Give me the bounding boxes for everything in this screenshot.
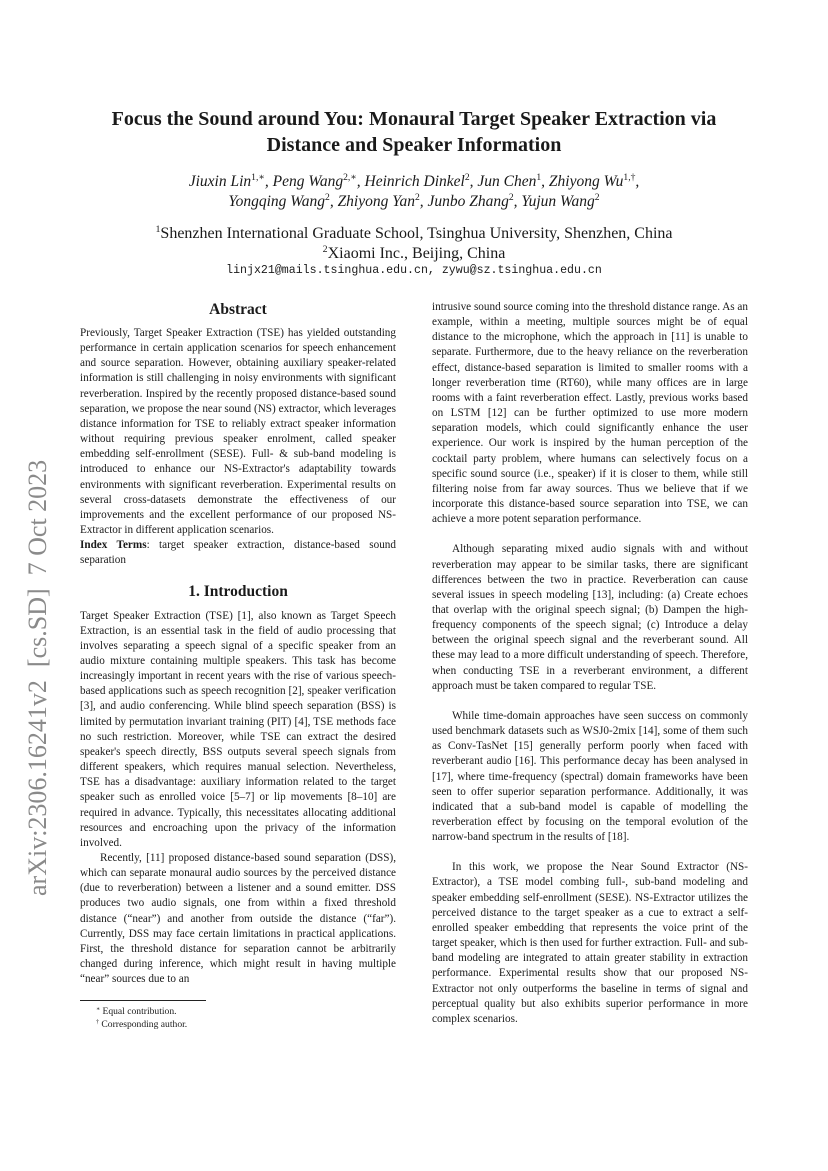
right-column bbox=[432, 300, 748, 1027]
author-line-1 bbox=[80, 172, 748, 192]
author: Zhiyong $Wu^{1,\dagger}$, bbox=[548, 172, 640, 190]
affiliation: $^2$Xiaomi Inc., Beijing, China bbox=[322, 244, 506, 262]
intro-paragraph-2-continued: intrusive sound source coming into the threshold distance range. As an example, within a meeting, multiple sources might be of equal distance to the microphone, which the approach in [11] is unable to separate. Furthermore, due to the heavy reliance on the reverberation effect, distance-based separation is limited to smaller rooms with a longer reverberation time (RT60), while many offices are in large rooms with a faint reverberation effect. Lastly, previous works based on LSTM [12] can be further optimized to use more modern separation models, which could significantly enhance the user experience. Our work is inspired by the human perception of the cocktail party problem, where humans can selectively focus on a specific sound source (i.e., speaker) if it is closer to them, while still filtering noise from far away sources. Thus we believe that if we incorporate this distance-based source separation into TSE, we can achieve a more potent separation performance. bbox=[432, 301, 748, 526]
intro-paragraph-5: In this work, we propose the Near Sound Extractor (NS-Extractor), a TSE model combing full-, sub-band modeling and speaker embedding self-enrollment (SESE). NS-Extractor utilizes the perceived distance to the target speaker as a cue to extract a self-enrolled speaker embedding that represents the voice print of the target speaker, which is then used for further extraction. Full- and sub-band modeling are integrated to attain greater stability in extraction performance. Experimental results show that our proposed NS-Extractor not only outperforms the baseline in terms of signal and perceptual quality but also exhibits superior performance in more complex scenarios. bbox=[432, 861, 748, 1025]
author: Peng Wang$^{2,∗}$, bbox=[272, 172, 365, 190]
author: Zhiyong Yan$^2$, bbox=[337, 192, 428, 210]
index-terms bbox=[80, 538, 396, 568]
paper-title: Focus the Sound around You: Monaural Target Speaker Extraction via Distance and Speaker Information bbox=[111, 108, 717, 156]
author: Jun Chen$^1$, bbox=[477, 172, 549, 190]
index-terms-label: Index Terms bbox=[80, 539, 147, 552]
arxiv-identifier-stamp bbox=[16, 370, 56, 900]
section-heading-introduction: 1. Introduction bbox=[188, 582, 288, 600]
intro-paragraph-2: Recently, [11] proposed distance-based sound separation (DSS), which can separate monaural audio sources by the perceived distance (due to reverberation) between a listener and a sound emitter. DSS produces two audio signals, one from within a fixed threshold distance (“near”) and another from outside the distance (“far”). Currently, DSS may face certain limitations in practical applications. First, the threshold distance for separation cannot be arbitrarily changed during inference, which might result in having multiple “near” sources due to an bbox=[80, 852, 396, 986]
author: Yongqing Wang$^2$, bbox=[228, 192, 338, 210]
intro-paragraph-4: While time-domain approaches have seen success on commonly used benchmark datasets such as WSJ0-2mix [14], some of them such as Conv-TasNet [15] generally perform poorly when faced with reverberant audio [16]. This performance decay has been analysed in [17], where time-frequency (spectral) domain frameworks have been seen to offer superior separation performance. Additionally, it was indicated that a sub-band model is capable of modelling the reverberation effect by focusing on the temporal evolution of the narrow-band spectrum in the results of [18]. bbox=[432, 709, 748, 844]
footnote-corresponding-author: † Corresponding author. bbox=[96, 1019, 188, 1030]
author: Jiuxin Lin$^{1,∗}$, bbox=[188, 172, 273, 190]
author-line-2 bbox=[80, 192, 748, 212]
index-terms-text: : target speaker extraction, distance-based sound separation bbox=[80, 539, 396, 567]
affiliations bbox=[80, 224, 748, 264]
author: Yujun Wang$^2$ bbox=[521, 192, 600, 210]
author: Junbo Zhang$^2$, bbox=[427, 192, 522, 210]
intro-paragraph-1: Target Speaker Extraction (TSE) [1], also known as Target Speech Extraction, is an essential task in the field of audio processing that involves separating a speech signal of a specific speaker from an audio mixture containing multiple speakers. This task has become increasingly important in recent years with the rise of various speech-based applications such as speech recognition [2], speaker verification [3], and audio conferencing. While blind speech separation (BSS) is limited by permutation invariant training (PIT) [4], TSE methods face no such restriction. Moreover, while TSE can extract the desired speaker's speech directly, BSS outputs several speech signals from different speakers, which requires manual selection. Nevertheless, TSE has a disadvantage: auxiliary information related to the target speaker such as enrolled voice [5–7] or lip movements [8–10] are required in advance. Typically, this necessitates allocating additional resources and encroaching upon the privacy of the information involved. bbox=[80, 609, 396, 849]
affiliation: $^1$Shenzhen International Graduate School, Tsinghua University, Shenzhen, China bbox=[155, 224, 673, 242]
author-list bbox=[80, 172, 748, 212]
abstract-text: Previously, Target Speaker Extraction (TSE) has yielded outstanding performance in certain application scenarios for speech enhancement and source separation. However, obtaining auxiliary speaker-related information is still challenging in noisy environments with significant reverberation. Inspired by the recently proposed distance-based sound separation, we propose the near sound (NS) extractor, which leverages distance information for TSE to reliably extract speaker information without requiring previous speaker enrolment, called speaker embedding self-enrollment (SESE). Full- & sub-band modeling is introduced to enhance our NS-Extractor's adaptability towards environments with significant reverberation. Experimental results on several cross-datasets demonstrate the effectiveness of our improvements and the excellent performance of our proposed NS-Extractor in different application scenarios. bbox=[80, 327, 396, 537]
left-column bbox=[80, 300, 396, 987]
author: Heinrich Dinkel$^2$, bbox=[364, 172, 478, 190]
abstract-heading: Abstract bbox=[209, 301, 267, 318]
footnote-rule bbox=[80, 1000, 206, 1001]
footnote-equal-contribution: ∗ Equal contribution. bbox=[96, 1006, 177, 1017]
author-emails: linjx21@mails.tsinghua.edu.cn, zywu@sz.tsinghua.edu.cn bbox=[226, 264, 602, 277]
arxiv-id-text: arXiv:2306.16241v2 [cs.SD] 7 Oct 2023 bbox=[23, 459, 52, 896]
intro-paragraph-3: Although separating mixed audio signals with and without reverberation may appear to be similar tasks, there are significant differences between the two in practice. Reverberation can cause several issues in speech modeling [13], including: (a) Create echoes that overlap with the original speech signal; (b) Dampen the high-frequency components of the speech signal; (c) Introduce a delay between the original speech signal and the reverberant sound. All these may lead to a more difficult understanding of speech. Therefore, when conducting TSE in a reverberant environment, a different approach must be taken compared to regular TSE. bbox=[432, 543, 748, 692]
